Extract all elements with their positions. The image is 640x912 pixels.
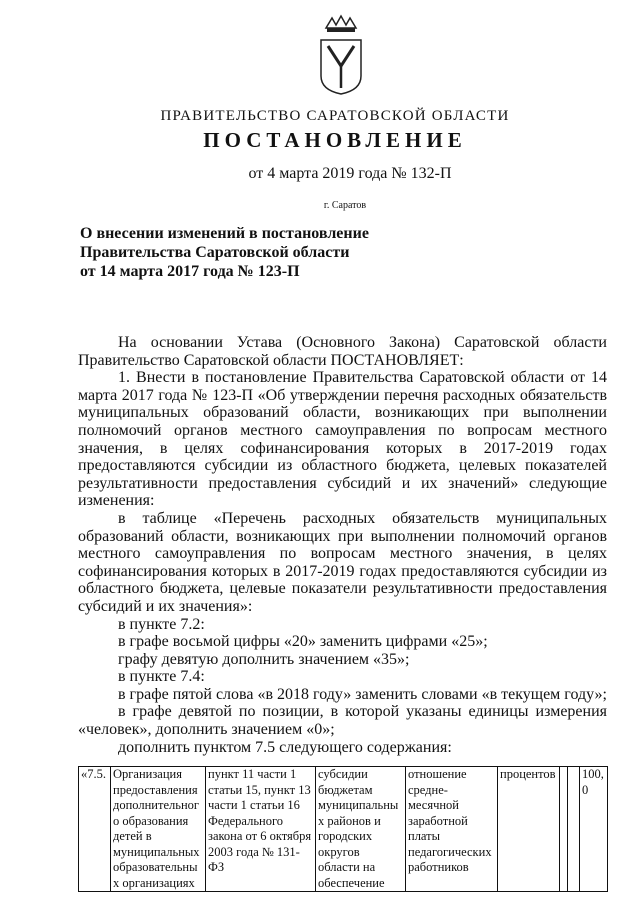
table-cell: «7.5. — [79, 767, 111, 892]
paragraph: в графе восьмой цифры «20» заменить цифрами «25»; — [118, 633, 488, 651]
document-flow — [78, 0, 607, 912]
table-cell: пункт 11 части 1 статьи 15, пункт 13 части 1 статьи 16 Федерального закона от 6 октября 2003 года № 131-ФЗ — [206, 767, 316, 892]
heading-line: Правительства Саратовской области — [80, 244, 350, 261]
paragraph: в таблице «Перечень расходных обязательств муниципальных образований области, возникающих при выполнении полномочий органов местного самоуправления по вопросам местного значения, в целях софинансирования которых в 2017-2019 годах предоставляются субсидии из областного бюджета, целевые показатели результативности предоставления субсидий и их значения»: — [78, 509, 607, 615]
table-cell: Организация предоставления дополнительного образования детей в муниципальных образовательных организациях — [111, 767, 206, 892]
table-row — [79, 767, 608, 892]
table-cell: 100,0 — [580, 767, 608, 892]
paragraph: в пункте 7.4: — [118, 668, 205, 686]
document-body — [78, 334, 607, 756]
paragraph: дополнить пунктом 7.5 следующего содержания: — [118, 738, 452, 756]
heading-line: от 14 марта 2017 года № 123-П — [80, 263, 300, 280]
paragraph: На основании Устава (Основного Закона) Саратовской области Правительство Саратовской области ПОСТАНОВЛЯЕТ: — [78, 334, 607, 369]
table-cell — [560, 767, 568, 892]
paragraph: в графе девятой по позиции, в которой указаны единицы измерения «человек», дополнить значением «0»; — [78, 703, 607, 739]
heading-line: О внесении изменений в постановление — [80, 225, 369, 242]
table-cell — [568, 767, 580, 892]
table-cell: отношение средне-месячной заработной платы педагогических работников — [406, 767, 498, 892]
table-cell: процентов — [498, 767, 560, 892]
paragraph: 1. Внести в постановление Правительства Саратовской области от 14 марта 2017 года № 123-П «Об утверждении перечня расходных обязательств муниципальных образований области, возникающих при выполнении полномочий органов местного самоуправления по вопросам местного значения, в целях софинансирования которых в 2017-2019 годах предоставляются субсидии из областного бюджета, целевых показателей результативности предоставления субсидий и их значений» следующие изменения: — [78, 369, 607, 510]
document-type-title: ПОСТАНОВЛЕНИЕ — [203, 128, 467, 152]
government-name: ПРАВИТЕЛЬСТВО САРАТОВСКОЙ ОБЛАСТИ — [160, 108, 510, 124]
paragraph: графу девятую дополнить значением «35»; — [118, 650, 410, 668]
table-cell: субсидии бюджетам муниципальных районов и городских округов области на обеспечение — [316, 767, 406, 892]
paragraph: в графе пятой слова «в 2018 году» заменить словами «в текущем году»; — [118, 685, 607, 703]
city: г. Саратов — [323, 200, 367, 211]
date-and-number: от 4 марта 2019 года № 132-П — [248, 165, 452, 182]
paragraph: в пункте 7.2: — [118, 615, 205, 633]
amendment-table — [78, 766, 608, 892]
